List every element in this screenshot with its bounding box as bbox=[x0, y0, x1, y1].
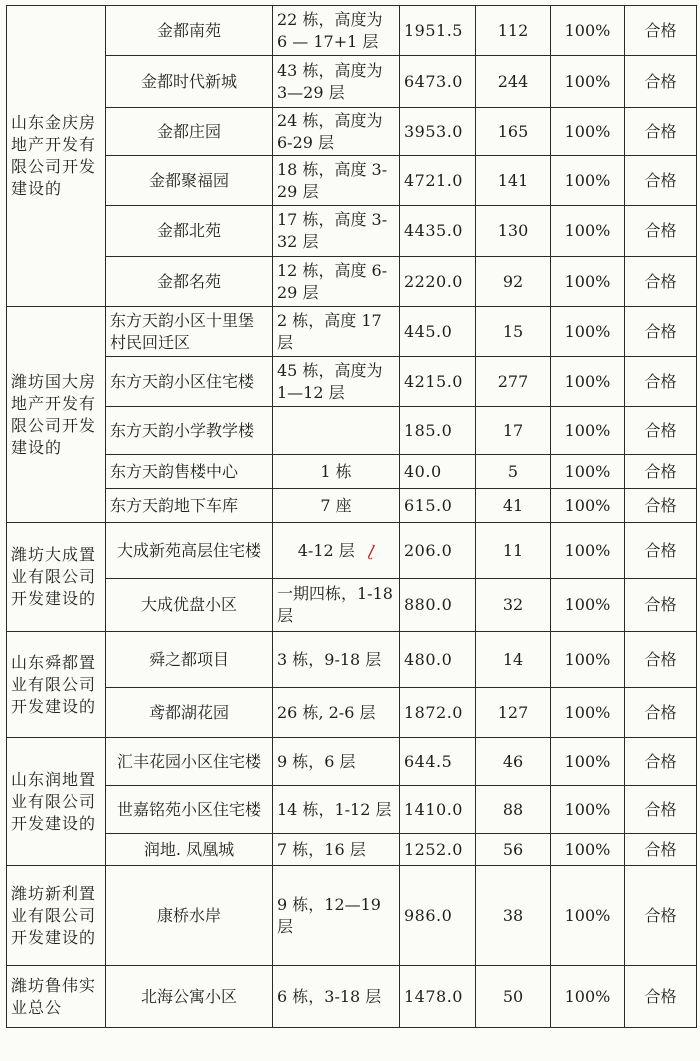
table-row bbox=[7, 206, 697, 257]
result-badge: 合格 bbox=[625, 579, 697, 632]
developer-cell: 山东金庆房地产开发有限公司开发建设的 bbox=[7, 6, 106, 307]
project-name: 金都南苑 bbox=[106, 6, 273, 56]
pass-rate: 100% bbox=[551, 523, 625, 579]
area-value: 4721.0 bbox=[400, 156, 476, 206]
result-badge: 合格 bbox=[625, 786, 697, 834]
result-badge: 合格 bbox=[625, 6, 697, 56]
result-badge: 合格 bbox=[625, 688, 697, 738]
result-badge: 合格 bbox=[625, 407, 697, 455]
developer-cell: 潍坊国大房地产开发有限公司开发建设的 bbox=[7, 307, 106, 523]
result-badge: 合格 bbox=[625, 156, 697, 206]
project-name: 世嘉铭苑小区住宅楼 bbox=[106, 786, 273, 834]
area-value: 4435.0 bbox=[400, 206, 476, 257]
building-scale: 43 栋，高度为 3—29 层 bbox=[273, 56, 400, 108]
project-name: 大成优盘小区 bbox=[106, 579, 273, 632]
result-badge: 合格 bbox=[625, 632, 697, 688]
table-row bbox=[7, 455, 697, 489]
pass-rate: 100% bbox=[551, 6, 625, 56]
table-row bbox=[7, 579, 697, 632]
project-acceptance-table bbox=[6, 5, 697, 1028]
project-name: 金都庄园 bbox=[106, 108, 273, 156]
building-scale bbox=[273, 407, 400, 455]
building-scale: 18 栋，高度 3-29 层 bbox=[273, 156, 400, 206]
unit-count: 38 bbox=[476, 866, 551, 966]
pass-rate: 100% bbox=[551, 738, 625, 786]
table-row bbox=[7, 834, 697, 866]
building-scale: 1 栋 bbox=[273, 455, 400, 489]
project-name: 舜之都项目 bbox=[106, 632, 273, 688]
table-row bbox=[7, 489, 697, 523]
building-scale: 一期四栋，1-18 层 bbox=[273, 579, 400, 632]
table-row bbox=[7, 156, 697, 206]
project-name: 东方天韵小区十里堡村民回迁区 bbox=[106, 307, 273, 357]
project-name: 东方天韵小学教学楼 bbox=[106, 407, 273, 455]
area-value: 445.0 bbox=[400, 307, 476, 357]
pass-rate: 100% bbox=[551, 786, 625, 834]
table-row bbox=[7, 407, 697, 455]
pass-rate: 100% bbox=[551, 257, 625, 307]
building-scale: 26 栋, 2-6 层 bbox=[273, 688, 400, 738]
unit-count: 41 bbox=[476, 489, 551, 523]
result-badge: 合格 bbox=[625, 56, 697, 108]
table-row bbox=[7, 688, 697, 738]
area-value: 1252.0 bbox=[400, 834, 476, 866]
project-name: 东方天韵售楼中心 bbox=[106, 455, 273, 489]
unit-count: 17 bbox=[476, 407, 551, 455]
pass-rate: 100% bbox=[551, 206, 625, 257]
pass-rate: 100% bbox=[551, 307, 625, 357]
area-value: 615.0 bbox=[400, 489, 476, 523]
building-scale: 7 栋，16 层 bbox=[273, 834, 400, 866]
pass-rate: 100% bbox=[551, 455, 625, 489]
unit-count: 50 bbox=[476, 966, 551, 1028]
table-row bbox=[7, 108, 697, 156]
unit-count: 46 bbox=[476, 738, 551, 786]
building-scale: 45 栋，高度为 1—12 层 bbox=[273, 357, 400, 407]
unit-count: 32 bbox=[476, 579, 551, 632]
result-badge: 合格 bbox=[625, 257, 697, 307]
pass-rate: 100% bbox=[551, 56, 625, 108]
project-name: 鸢都湖花园 bbox=[106, 688, 273, 738]
developer-cell: 山东舜都置业有限公司开发建设的 bbox=[7, 632, 106, 738]
project-name: 北海公寓小区 bbox=[106, 966, 273, 1028]
building-scale: 6 栋，3-18 层 bbox=[273, 966, 400, 1028]
pass-rate: 100% bbox=[551, 156, 625, 206]
unit-count: 277 bbox=[476, 357, 551, 407]
table-row bbox=[7, 357, 697, 407]
pass-rate: 100% bbox=[551, 357, 625, 407]
building-scale: 24 栋，高度为 6-29 层 bbox=[273, 108, 400, 156]
table-row bbox=[7, 866, 697, 966]
red-pen-mark-icon: ɭ bbox=[366, 541, 377, 560]
project-name: 金都名苑 bbox=[106, 257, 273, 307]
area-value: 644.5 bbox=[400, 738, 476, 786]
developer-cell: 潍坊新利置业有限公司开发建设的 bbox=[7, 866, 106, 966]
building-scale: 12 栋，高度 6-29 层 bbox=[273, 257, 400, 307]
result-badge: 合格 bbox=[625, 206, 697, 257]
area-value: 480.0 bbox=[400, 632, 476, 688]
project-name: 汇丰花园小区住宅楼 bbox=[106, 738, 273, 786]
unit-count: 165 bbox=[476, 108, 551, 156]
building-scale: 9 栋，12—19 层 bbox=[273, 866, 400, 966]
result-badge: 合格 bbox=[625, 357, 697, 407]
area-value: 40.0 bbox=[400, 455, 476, 489]
unit-count: 92 bbox=[476, 257, 551, 307]
unit-count: 130 bbox=[476, 206, 551, 257]
project-name: 润地. 凤凰城 bbox=[106, 834, 273, 866]
developer-cell: 潍坊鲁伟实业总公 bbox=[7, 966, 106, 1028]
table-row bbox=[7, 307, 697, 357]
area-value: 1410.0 bbox=[400, 786, 476, 834]
building-scale: 22 栋，高度为 6 — 17+1 层 bbox=[273, 6, 400, 56]
area-value: 986.0 bbox=[400, 866, 476, 966]
unit-count: 244 bbox=[476, 56, 551, 108]
building-scale bbox=[273, 523, 400, 579]
pass-rate: 100% bbox=[551, 489, 625, 523]
area-value: 206.0 bbox=[400, 523, 476, 579]
project-name: 金都聚福园 bbox=[106, 156, 273, 206]
developer-cell: 山东润地置业有限公司开发建设的 bbox=[7, 738, 106, 866]
unit-count: 15 bbox=[476, 307, 551, 357]
table-row bbox=[7, 738, 697, 786]
table-row bbox=[7, 56, 697, 108]
table-row bbox=[7, 786, 697, 834]
result-badge: 合格 bbox=[625, 523, 697, 579]
unit-count: 141 bbox=[476, 156, 551, 206]
unit-count: 88 bbox=[476, 786, 551, 834]
result-badge: 合格 bbox=[625, 489, 697, 523]
result-badge: 合格 bbox=[625, 455, 697, 489]
pass-rate: 100% bbox=[551, 632, 625, 688]
area-value: 185.0 bbox=[400, 407, 476, 455]
building-scale: 14 栋，1-12 层 bbox=[273, 786, 400, 834]
result-badge: 合格 bbox=[625, 738, 697, 786]
unit-count: 11 bbox=[476, 523, 551, 579]
project-name: 东方天韵小区住宅楼 bbox=[106, 357, 273, 407]
pass-rate: 100% bbox=[551, 579, 625, 632]
unit-count: 14 bbox=[476, 632, 551, 688]
result-badge: 合格 bbox=[625, 108, 697, 156]
unit-count: 127 bbox=[476, 688, 551, 738]
pass-rate: 100% bbox=[551, 108, 625, 156]
pass-rate: 100% bbox=[551, 407, 625, 455]
building-scale-text: 4-12 层 bbox=[297, 540, 355, 560]
unit-count: 56 bbox=[476, 834, 551, 866]
pass-rate: 100% bbox=[551, 834, 625, 866]
area-value: 1951.5 bbox=[400, 6, 476, 56]
table-row bbox=[7, 257, 697, 307]
table-row bbox=[7, 6, 697, 56]
unit-count: 5 bbox=[476, 455, 551, 489]
area-value: 1478.0 bbox=[400, 966, 476, 1028]
result-badge: 合格 bbox=[625, 866, 697, 966]
project-name: 金都时代新城 bbox=[106, 56, 273, 108]
area-value: 1872.0 bbox=[400, 688, 476, 738]
area-value: 4215.0 bbox=[400, 357, 476, 407]
building-scale: 3 栋，9-18 层 bbox=[273, 632, 400, 688]
building-scale: 2 栋，高度 17 层 bbox=[273, 307, 400, 357]
project-name: 金都北苑 bbox=[106, 206, 273, 257]
pass-rate: 100% bbox=[551, 866, 625, 966]
building-scale: 17 栋，高度 3-32 层 bbox=[273, 206, 400, 257]
project-name: 康桥水岸 bbox=[106, 866, 273, 966]
area-value: 880.0 bbox=[400, 579, 476, 632]
table-row bbox=[7, 632, 697, 688]
area-value: 2220.0 bbox=[400, 257, 476, 307]
result-badge: 合格 bbox=[625, 834, 697, 866]
area-value: 3953.0 bbox=[400, 108, 476, 156]
pass-rate: 100% bbox=[551, 688, 625, 738]
project-name: 东方天韵地下车库 bbox=[106, 489, 273, 523]
building-scale: 7 座 bbox=[273, 489, 400, 523]
developer-cell: 潍坊大成置业有限公司开发建设的 bbox=[7, 523, 106, 632]
table-row bbox=[7, 523, 697, 579]
pass-rate: 100% bbox=[551, 966, 625, 1028]
building-scale: 9 栋，6 层 bbox=[273, 738, 400, 786]
area-value: 6473.0 bbox=[400, 56, 476, 108]
result-badge: 合格 bbox=[625, 966, 697, 1028]
table-row bbox=[7, 966, 697, 1028]
project-name: 大成新苑高层住宅楼 bbox=[106, 523, 273, 579]
result-badge: 合格 bbox=[625, 307, 697, 357]
unit-count: 112 bbox=[476, 6, 551, 56]
